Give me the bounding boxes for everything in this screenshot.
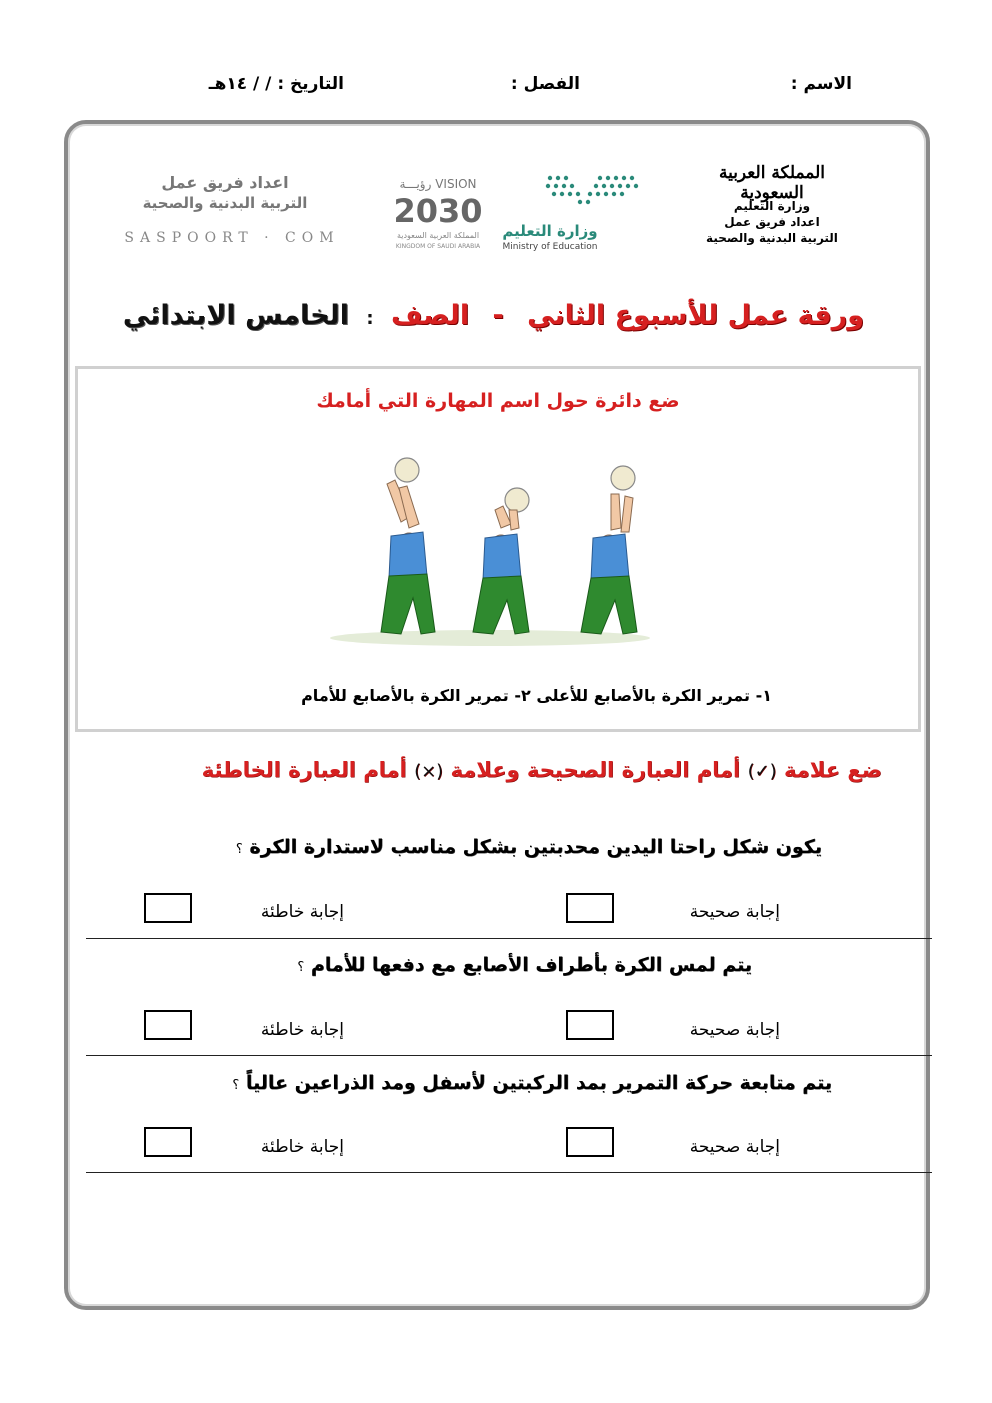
check-mark-icon: (✓) (747, 761, 777, 782)
question-1 (236, 836, 822, 858)
vision-top-text: VISION رؤيـــة (399, 177, 477, 191)
title-grade: الخامس الابتدائي (122, 300, 349, 331)
skill-instruction: ضع دائرة حول اسم المهارة التي أمامك (316, 390, 680, 412)
cross-mark-icon: (×) (414, 761, 444, 782)
kingdom-calligraphy-logo: المملكة العربية السعودية (718, 163, 826, 203)
false-answer-box[interactable] (144, 1010, 192, 1040)
team-title: اعداد فريق عمل (161, 173, 289, 192)
moe-english-name: Ministry of Education (502, 242, 598, 252)
ministry-line: وزارة التعليم (733, 199, 811, 213)
vision-arabic-text: المملكة العربية السعودية (396, 231, 480, 240)
moe-arabic-name: وزارة التعليم (502, 222, 598, 240)
true-answer-box[interactable] (566, 1010, 614, 1040)
class-field-label: الفصل : (510, 74, 580, 94)
divider (86, 1055, 932, 1056)
divider (86, 1172, 932, 1173)
volleyball-players-illustration (325, 450, 655, 650)
vision-2030-logo (378, 172, 498, 262)
title-colon: : (366, 308, 374, 329)
skill-options: ١- تمرير الكرة بالأصابع للأعلى ٢- تمرير الكرة بالأصابع للأمام (301, 686, 772, 705)
question-text: يتم متابعة حركة التمرير بمد الركبتين لأسفل ومد الذراعين عالياً (245, 1072, 832, 1094)
tf-instruction-b: أمام العبارة الصحيحة وعلامة (443, 758, 748, 782)
question-mark: ؟ (297, 960, 305, 975)
true-answer-box[interactable] (566, 1127, 614, 1157)
vision-english-text: KINGDOM OF SAUDI ARABIA (395, 243, 481, 250)
question-mark: ؟ (232, 1078, 240, 1093)
tf-instruction-c: أمام العبارة الخاطئة (201, 758, 415, 782)
question-3 (232, 1072, 832, 1094)
title-part1: ورقة عمل للأسبوع الثاني (527, 300, 864, 331)
true-label: إجابة صحيحة (689, 902, 780, 922)
page-title (120, 300, 864, 331)
site-name: SASPOORT · COM (124, 230, 340, 246)
player-figure (473, 488, 529, 634)
question-text: يتم لمس الكرة بأطراف الأصابع مع دفعها للأمام (310, 954, 752, 976)
ministry-lines (692, 198, 852, 246)
false-label: إجابة خاطئة (260, 1137, 344, 1157)
false-answer-box[interactable] (144, 893, 192, 923)
date-field-label: التاريخ : / / ١٤هـ (208, 74, 344, 94)
question-mark: ؟ (235, 842, 243, 857)
divider (86, 938, 932, 939)
name-field-label: الاسم : (790, 74, 852, 94)
true-label: إجابة صحيحة (689, 1137, 780, 1157)
vision-year-text: 2030 (393, 192, 483, 230)
false-answer-box[interactable] (144, 1127, 192, 1157)
true-false-instruction (202, 758, 882, 782)
title-part2: الصف (390, 300, 470, 331)
false-label: إجابة خاطئة (260, 1020, 344, 1040)
question-text: يكون شكل راحتا اليدين محدبتين بشكل مناسب لاستدارة الكرة (249, 836, 822, 858)
ministry-line: التربية البدنية والصحية (706, 231, 838, 245)
true-answer-box[interactable] (566, 893, 614, 923)
tf-instruction-a: ضع علامة (776, 758, 882, 782)
true-label: إجابة صحيحة (689, 1020, 780, 1040)
ministry-line: اعداد فريق عمل (724, 215, 820, 229)
player-figure (381, 458, 435, 634)
player-figure (581, 466, 637, 634)
title-dash: - (492, 300, 504, 331)
false-label: إجابة خاطئة (260, 902, 344, 922)
question-2 (297, 954, 752, 976)
team-subtitle: التربية البدنية والصحية (142, 194, 308, 212)
